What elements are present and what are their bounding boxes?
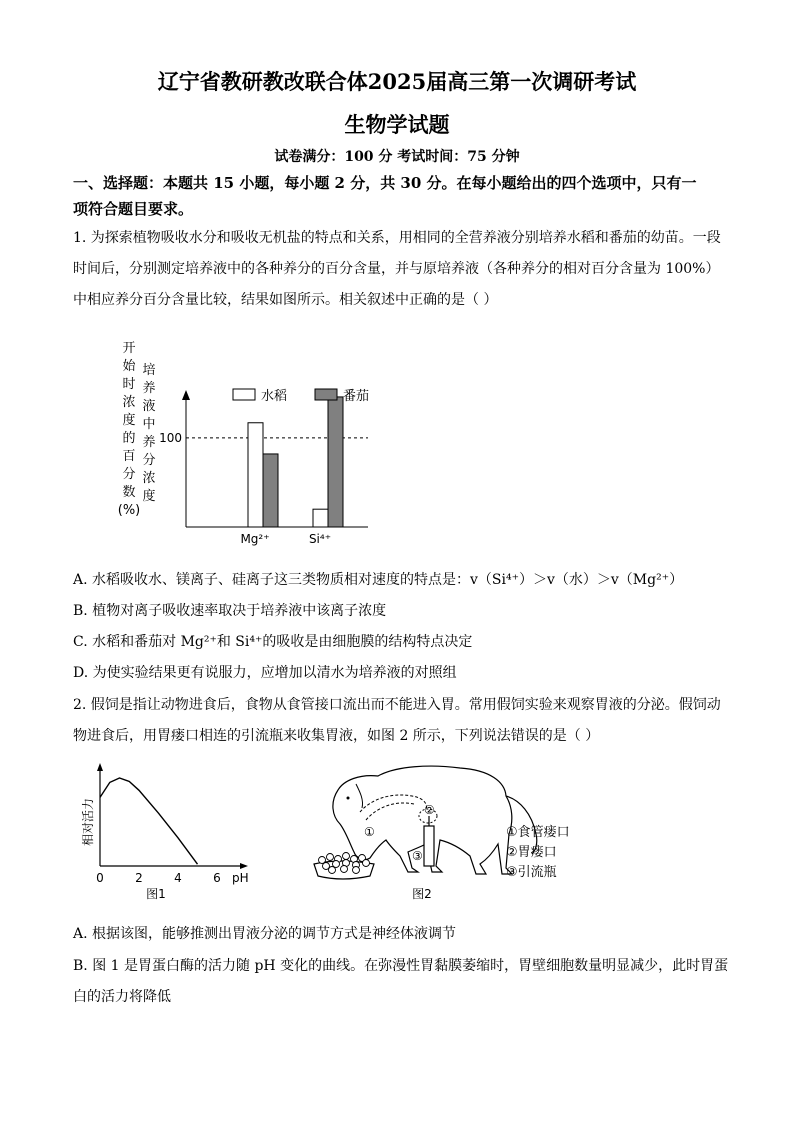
fig2-legend-1: ①食管瘘口 bbox=[506, 825, 570, 840]
ylabel-outer-char: (%) bbox=[117, 503, 141, 518]
bar-tomato-0 bbox=[263, 454, 278, 527]
q1-stem-line3: 中相应养分百分含量比较，结果如图所示。相关叙述中正确的是（ ） bbox=[73, 292, 498, 308]
ylabel-inner-char: 浓 bbox=[142, 471, 156, 486]
ylabel-outer-char: 分 bbox=[122, 467, 136, 482]
marker-3: ③ bbox=[412, 849, 423, 863]
q1-option-a: A. 水稻吸收水、镁离子、硅离子这三类物质相对速度的特点是：v（Si⁴⁺）＞v（水）＞v（Mg²⁺） bbox=[73, 572, 684, 588]
bar-tomato-1 bbox=[328, 397, 343, 527]
bar-rice-1 bbox=[313, 509, 328, 527]
exam-title: 辽宁省教研教改联合体2025届高三第一次调研考试 bbox=[157, 69, 637, 94]
ylabel-outer-char: 度 bbox=[122, 413, 136, 428]
ylabel-inner-char: 度 bbox=[142, 489, 156, 504]
legend-label: 水稻 bbox=[261, 389, 288, 404]
category-label: Mg²⁺ bbox=[240, 532, 270, 546]
food-piece bbox=[327, 854, 334, 861]
legend-swatch bbox=[315, 389, 337, 400]
ylabel-inner-char: 养 bbox=[142, 381, 156, 396]
q2-stem-line1: 2. 假饲是指让动物进食后，食物从食管接口流出而不能进入胃。常用假饲实验来观察胃液的分泌。假饲动 bbox=[73, 697, 721, 713]
y-axis-arrow bbox=[182, 390, 190, 400]
fig1-x-tick: 6 bbox=[213, 871, 221, 885]
legend-label: 番茄 bbox=[343, 389, 370, 404]
fig1-x-tick: 0 bbox=[96, 871, 104, 885]
q2-option-a: A. 根据该图，能够推测出胃液分泌的调节方式是神经体液调节 bbox=[73, 926, 457, 942]
fig1-x-unit: pH bbox=[232, 871, 249, 885]
fig1-caption: 图1 bbox=[146, 887, 166, 901]
fig1-activity-curve bbox=[100, 778, 198, 864]
subject-title: 生物学试题 bbox=[344, 112, 450, 137]
food-piece bbox=[329, 867, 336, 874]
fig1-ylabel: 相对活力 bbox=[81, 797, 95, 847]
ylabel-outer-char: 浓 bbox=[122, 395, 136, 410]
ylabel-outer-char: 的 bbox=[122, 431, 136, 446]
category-label: Si⁴⁺ bbox=[308, 532, 332, 546]
q2-option-b-line2: 白的活力将降低 bbox=[73, 989, 171, 1005]
fig1-y-arrow bbox=[97, 763, 103, 771]
marker-2: ② bbox=[424, 803, 435, 817]
ylabel-outer-char: 开 bbox=[122, 341, 136, 356]
q1-stem-line1: 1. 为探索植物吸收水分和吸收无机盐的特点和关系，用相同的全营养液分别培养水稻和番茄的幼苗。一段 bbox=[73, 230, 721, 246]
reference-label: 100 bbox=[159, 430, 182, 445]
fig1-x-arrow bbox=[240, 863, 248, 869]
q1-option-c: C. 水稻和番茄对 Mg²⁺和 Si⁴⁺的吸收是由细胞膜的结构特点决定 bbox=[73, 634, 473, 650]
marker-1: ① bbox=[364, 825, 375, 839]
ylabel-inner-char: 中 bbox=[142, 417, 156, 432]
ylabel-outer-char: 时 bbox=[122, 377, 136, 392]
section1-heading-line1: 一、选择题：本题共 15 小题，每小题 2 分，共 30 分。在每小题给出的四个选项中，只有一 bbox=[73, 174, 697, 192]
ylabel-inner-char: 分 bbox=[142, 453, 156, 468]
food-piece bbox=[353, 867, 360, 874]
food-piece bbox=[363, 860, 370, 867]
fig1-ph-activity-chart bbox=[72, 760, 262, 905]
fig2-legend-3: ③引流瓶 bbox=[506, 865, 557, 880]
fig1-x-tick: 4 bbox=[174, 871, 182, 885]
fig1-x-tick: 2 bbox=[135, 871, 143, 885]
drainage-bottle bbox=[424, 826, 434, 866]
legend-swatch bbox=[233, 389, 255, 400]
q2-option-b-line1: B. 图 1 是胃蛋白酶的活力随 pH 变化的曲线。在弥漫性胃黏膜萎缩时，胃壁细胞数量明显减少，此时胃蛋 bbox=[73, 958, 729, 974]
q2-stem-line2: 物进食后，用胃瘘口相连的引流瓶来收集胃液，如图 2 所示，下列说法错误的是（ ） bbox=[73, 728, 600, 744]
food-piece bbox=[343, 853, 350, 860]
dog-eye bbox=[347, 797, 350, 800]
fig2-legend-2: ②胃瘘口 bbox=[506, 845, 557, 860]
ylabel-inner-char: 培 bbox=[142, 363, 156, 378]
ylabel-outer-char: 百 bbox=[122, 449, 136, 464]
q1-option-b: B. 植物对离子吸收速率取决于培养液中该离子浓度 bbox=[73, 603, 387, 619]
ylabel-inner-char: 养 bbox=[142, 435, 156, 450]
ylabel-outer-char: 数 bbox=[122, 485, 136, 500]
exam-info: 试卷满分：100 分 考试时间：75 分钟 bbox=[274, 149, 520, 165]
ylabel-inner-char: 液 bbox=[142, 399, 156, 414]
section1-heading-line2: 项符合题目要求。 bbox=[73, 200, 194, 218]
q1-stem-line2: 时间后，分别测定培养液中的各种养分的百分含量，并与原培养液（各种养分的相对百分含量为 100%） bbox=[73, 261, 720, 277]
fig2-dog-diagram bbox=[300, 760, 620, 905]
food-piece bbox=[341, 866, 348, 873]
bar-rice-0 bbox=[248, 423, 263, 527]
fig2-caption: 图2 bbox=[412, 887, 432, 901]
q1-bar-chart bbox=[110, 330, 400, 550]
ylabel-outer-char: 始 bbox=[122, 359, 136, 374]
q1-option-d: D. 为使实验结果更有说服力，应增加以清水为培养液的对照组 bbox=[73, 665, 457, 681]
